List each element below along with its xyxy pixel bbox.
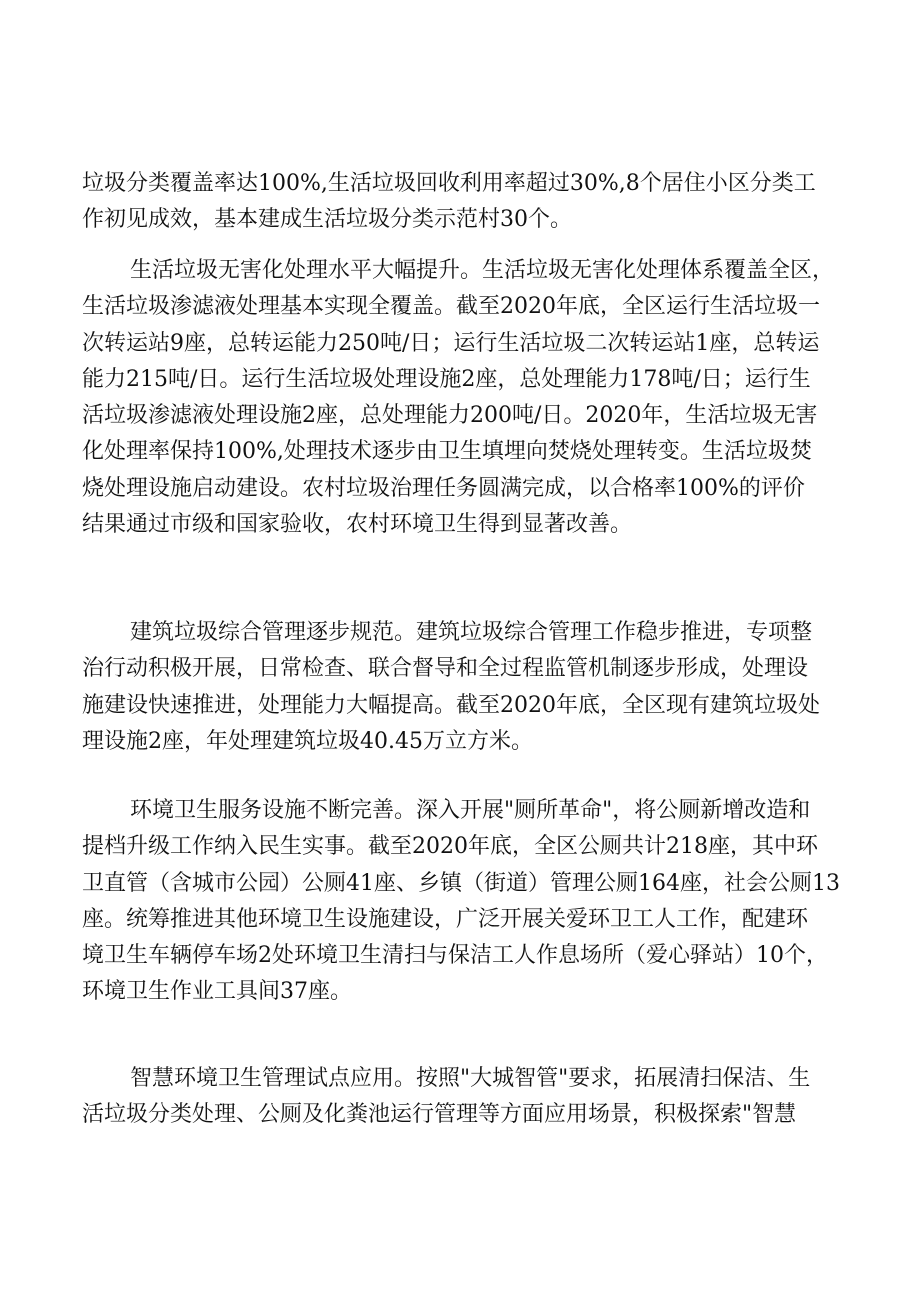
- text-line: 环境卫生服务设施不断完善。深入开展"厕所革命"，将公厕新增改造和: [130, 798, 811, 823]
- text-line: 环境卫生作业工具间37座。: [82, 979, 352, 1005]
- text-line: 化处理率保持100%,处理技术逐步由卫生填埋向焚烧处理转变。生活垃圾焚: [82, 439, 812, 465]
- paragraph-smart-sanitation: [82, 1061, 858, 1134]
- text-line: 治行动积极开展，日常检查、联合督导和全过程监管机制逐步形成，处理设: [82, 656, 809, 682]
- paragraph-sanitation-facilities: [82, 793, 858, 1011]
- text-line: 座。统筹推进其他环境卫生设施建设，广泛开展关爱环卫工人工作，配建环: [82, 906, 809, 932]
- text-line: 生活垃圾无害化处理水平大幅提升。生活垃圾无害化处理体系覆盖全区，: [130, 258, 835, 283]
- text-line: 活垃圾渗滤液处理设施2座，总处理能力200吨/日。2020年，生活垃圾无害: [82, 403, 818, 429]
- text-line: 提档升级工作纳入民生实事。截至2020年底，全区公厕共计218座，其中环: [82, 834, 818, 860]
- text-line: 智慧环境卫生管理试点应用。按照"大城智管"要求，拓展清扫保洁、生: [130, 1066, 811, 1091]
- text-line: 建筑垃圾综合管理逐步规范。建筑垃圾综合管理工作稳步推进，专项整: [130, 620, 813, 645]
- paragraph-waste-sorting: [82, 166, 858, 239]
- paragraph-construction-waste: [82, 615, 858, 760]
- text-line: 作初见成效，基本建成生活垃圾分类示范村30个。: [82, 207, 572, 233]
- text-line: 施建设快速推进，处理能力大幅提高。截至2020年底，全区现有建筑垃圾处: [82, 692, 820, 718]
- paragraph-harmless-treatment: [82, 253, 858, 543]
- text-line: 能力215吨/日。运行生活垃圾处理设施2座，总处理能力178吨/日；运行生: [82, 366, 811, 392]
- text-line: 理设施2座，年处理建筑垃圾40.45万立方米。: [82, 728, 533, 754]
- text-line: 次转运站9座，总转运能力250吨/日；运行生活垃圾二次转运站1座，总转运: [82, 330, 820, 356]
- text-line: 垃圾分类覆盖率达100%,生活垃圾回收利用率超过30%,8个居住小区分类工: [82, 171, 816, 196]
- text-line: 活垃圾分类处理、公厕及化粪池运行管理等方面应用场景，积极探索"智慧: [82, 1102, 797, 1128]
- text-line: 结果通过市级和国家验收，农村环境卫生得到显著改善。: [82, 512, 633, 538]
- text-line: 境卫生车辆停车场2处环境卫生清扫与保洁工人作息场所（爱心驿站）10个，: [82, 943, 828, 969]
- text-line: 卫直管（含城市公园）公厕41座、乡镇（街道）管理公厕164座，社会公厕13: [82, 870, 840, 896]
- text-line: 烧处理设施启动建设。农村垃圾治理任务圆满完成，以合格率100%的评价: [82, 475, 805, 501]
- text-line: 生活垃圾渗滤液处理基本实现全覆盖。截至2020年底，全区运行生活垃圾一: [82, 294, 820, 320]
